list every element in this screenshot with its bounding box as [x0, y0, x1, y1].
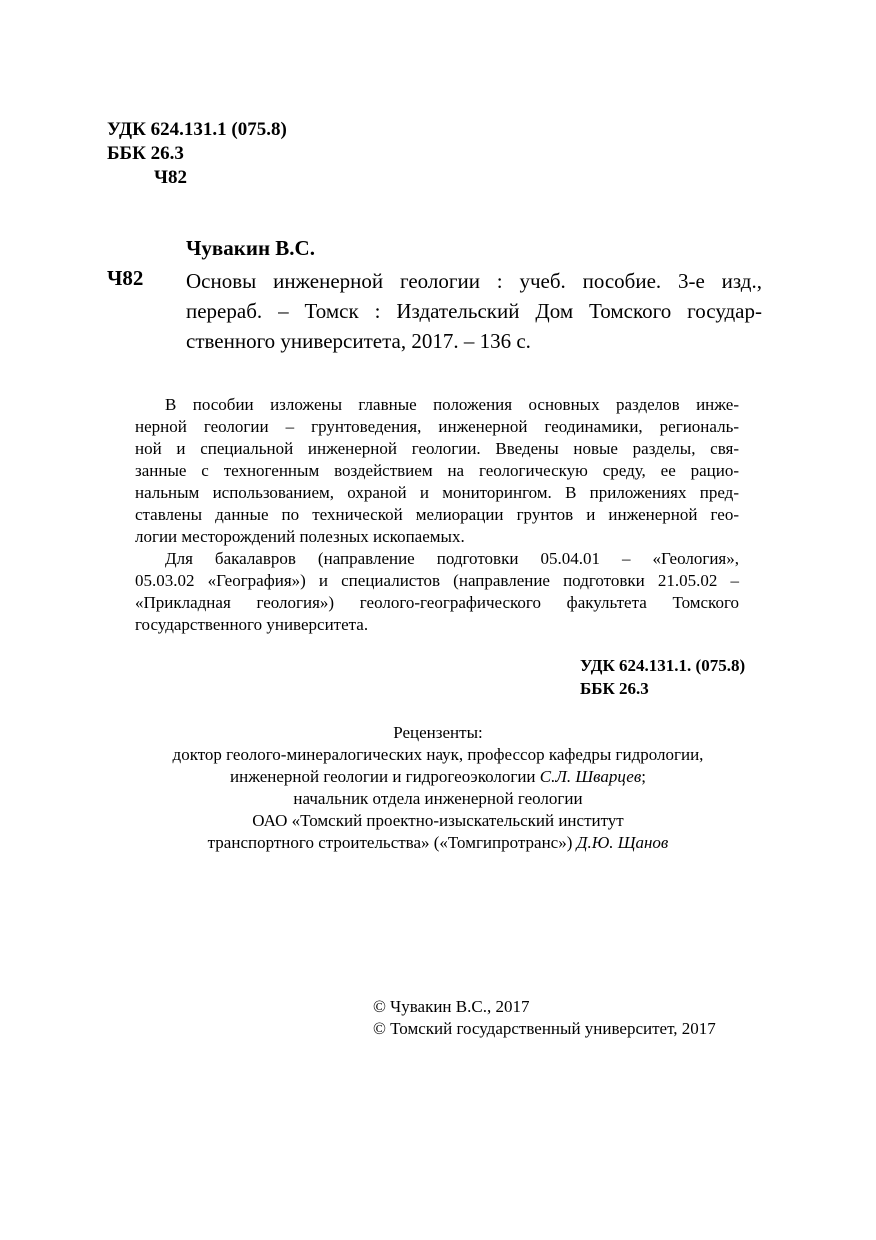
- reviewer-line: начальник отдела инженерной геологии: [293, 789, 583, 808]
- reviewer-line: ОАО «Томский проектно-изыскательский институт: [252, 811, 624, 830]
- annotation-line: Для бакалавров (направление подготовки 05.04.01 – «Геология»,: [165, 549, 739, 568]
- author-sign-left: Ч82: [107, 266, 144, 290]
- copyright-line: © Чувакин В.С., 2017: [373, 997, 530, 1016]
- bib-line: ственного университета, 2017. – 136 с.: [186, 329, 531, 353]
- annotation-line: логии месторождений полезных ископаемых.: [135, 527, 465, 546]
- udk-code: УДК 624.131.1 (075.8): [107, 119, 287, 140]
- annotation-line: нальным использованием, охраной и мониторингом. В приложениях пред-: [135, 483, 739, 502]
- annotation-line: занные с техногенным воздействием на геологическую среду, ее рацио-: [135, 461, 739, 480]
- reviewer-affiliation: транспортного строительства» («Томгипротранс»): [207, 833, 577, 852]
- annotation-line: «Прикладная геология») геолого-географического факультета Томского: [135, 593, 739, 612]
- bbk-code: ББК 26.3: [580, 679, 649, 698]
- reviewer-affiliation: инженерной геологии и гидрогеоэкологии: [230, 767, 540, 786]
- bbk-code: ББК 26.3: [107, 143, 184, 164]
- copyright-line: © Томский государственный университет, 2017: [373, 1019, 716, 1038]
- annotation-line: ной и специальной инженерной геологии. Введены новые разделы, свя-: [135, 439, 739, 458]
- reviewer-line: [0, 832, 876, 855]
- annotation-line: ставлены данные по технической мелиорации грунтов и инженерной гео-: [135, 505, 739, 524]
- bib-line: Основы инженерной геологии : учеб. пособие. 3-е изд.,: [186, 269, 762, 293]
- author-sign: Ч82: [154, 167, 187, 188]
- annotation-line: В пособии изложены главные положения основных разделов инже-: [165, 395, 739, 414]
- reviewer-name: С.Л. Шварцев: [539, 767, 642, 786]
- bib-line: перераб. – Томск : Издательский Дом Томского государ-: [186, 299, 762, 323]
- reviewers-heading: Рецензенты:: [393, 723, 483, 742]
- annotation-line: государственного университета.: [135, 615, 369, 634]
- annotation-line: 05.03.02 «География») и специалистов (направление подготовки 21.05.02 –: [135, 571, 739, 590]
- reviewer-name: Д.Ю. Щанов: [576, 833, 669, 852]
- reviewer-line: [0, 766, 876, 789]
- udk-code: УДК 624.131.1. (075.8): [580, 656, 746, 675]
- annotation-line: нерной геологии – грунтоведения, инженерной геодинамики, региональ-: [135, 417, 739, 436]
- author-name: Чувакин В.С.: [186, 236, 315, 260]
- reviewer-line: доктор геолого-минералогических наук, профессор кафедры гидрологии,: [172, 745, 704, 764]
- reviewer-punct: ;: [641, 767, 646, 786]
